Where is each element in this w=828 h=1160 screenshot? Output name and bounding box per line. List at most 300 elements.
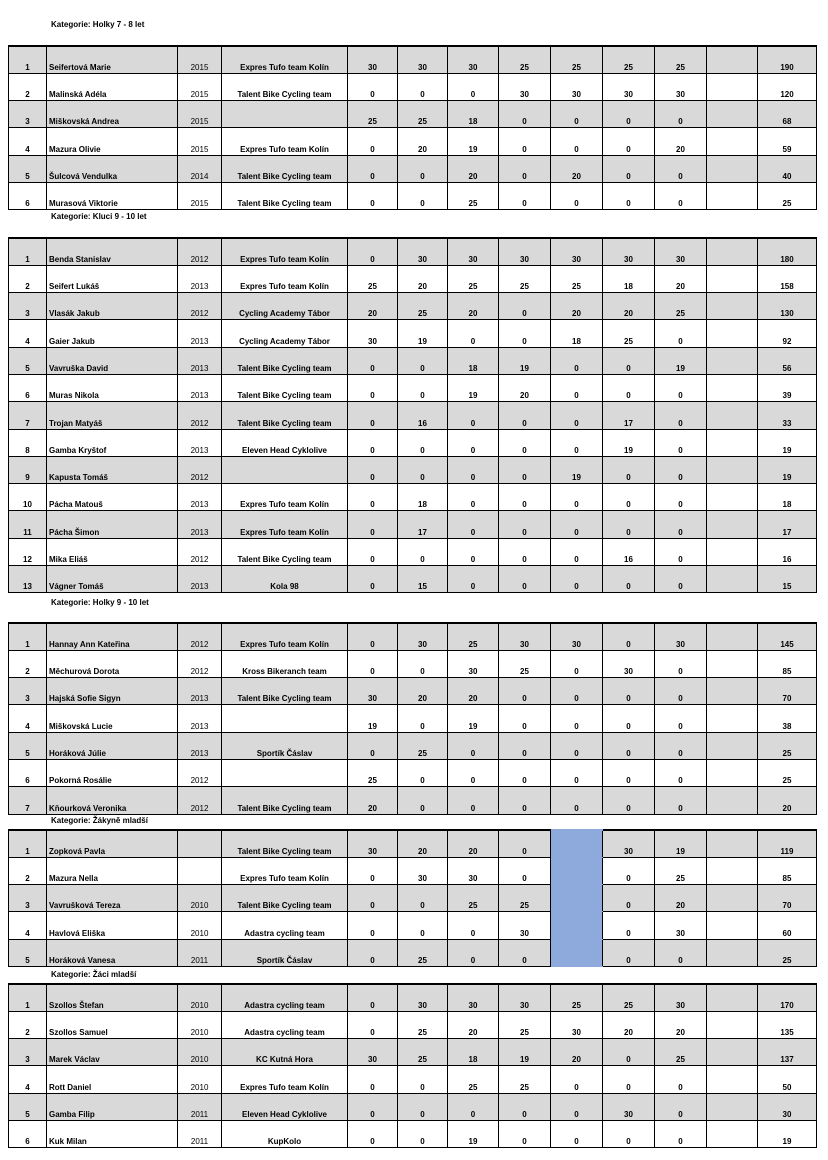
score-cell: 0	[603, 912, 655, 939]
score-cell: 30	[551, 623, 603, 650]
year-cell: 2014	[178, 155, 222, 182]
score-cell: 0	[348, 1120, 398, 1147]
score-cell: 0	[603, 857, 655, 884]
table-row	[9, 1120, 817, 1147]
score-cell	[707, 787, 758, 814]
score-cell: 0	[398, 912, 448, 939]
score-cell: 0	[448, 456, 499, 483]
score-cell: 19	[398, 320, 448, 347]
score-cell: 0	[655, 429, 707, 456]
table-row	[9, 456, 817, 483]
year-cell: 2013	[178, 732, 222, 759]
rank-cell: 13	[9, 566, 47, 593]
rank-cell: 10	[9, 484, 47, 511]
team-cell: Adastra cycling team	[222, 912, 348, 939]
team-cell: Expres Tufo team Kolín	[222, 511, 348, 538]
team-cell: Cycling Academy Tábor	[222, 293, 348, 320]
team-cell	[222, 456, 348, 483]
score-cell: 0	[448, 484, 499, 511]
name-cell: Havlová Eliška	[47, 912, 178, 939]
score-cell	[551, 939, 603, 966]
score-cell: 0	[499, 678, 551, 705]
table-row	[9, 705, 817, 732]
total-cell: 70	[758, 885, 817, 912]
score-cell: 20	[655, 128, 707, 155]
score-cell	[707, 566, 758, 593]
score-cell	[551, 885, 603, 912]
name-cell: Hajská Sofie Sigyn	[47, 678, 178, 705]
score-cell: 0	[499, 293, 551, 320]
score-cell: 0	[551, 705, 603, 732]
team-cell: Expres Tufo team Kolín	[222, 1066, 348, 1093]
name-cell: Malinská Adéla	[47, 73, 178, 100]
name-cell: Trojan Matyáš	[47, 402, 178, 429]
score-cell: 0	[398, 456, 448, 483]
score-cell: 20	[655, 265, 707, 292]
score-cell: 25	[448, 885, 499, 912]
score-cell: 0	[499, 566, 551, 593]
score-cell: 0	[551, 1120, 603, 1147]
team-cell: Kola 98	[222, 566, 348, 593]
total-cell: 30	[758, 1093, 817, 1120]
score-cell	[707, 1120, 758, 1147]
score-cell	[707, 293, 758, 320]
table-row	[9, 320, 817, 347]
rank-cell: 2	[9, 650, 47, 677]
score-cell: 0	[348, 1066, 398, 1093]
score-cell: 30	[551, 238, 603, 265]
table-row	[9, 623, 817, 650]
score-cell: 0	[398, 73, 448, 100]
score-cell: 0	[551, 732, 603, 759]
name-cell: Šulcová Vendulka	[47, 155, 178, 182]
score-cell: 25	[603, 320, 655, 347]
score-cell: 0	[398, 705, 448, 732]
team-cell: Eleven Head Cyklolive	[222, 1093, 348, 1120]
table-row	[9, 984, 817, 1011]
score-cell	[707, 456, 758, 483]
table-row	[9, 885, 817, 912]
score-cell: 0	[551, 429, 603, 456]
total-cell: 130	[758, 293, 817, 320]
rank-cell: 1	[9, 984, 47, 1011]
total-cell: 19	[758, 456, 817, 483]
table-row	[9, 1011, 817, 1038]
score-cell: 30	[603, 1093, 655, 1120]
score-cell: 20	[448, 293, 499, 320]
name-cell: Benda Stanislav	[47, 238, 178, 265]
rank-cell: 5	[9, 939, 47, 966]
rank-cell: 12	[9, 538, 47, 565]
score-cell: 0	[448, 939, 499, 966]
name-cell: Kňourková Veronika	[47, 787, 178, 814]
score-cell	[707, 182, 758, 209]
score-cell	[707, 1039, 758, 1066]
rank-cell: 4	[9, 320, 47, 347]
score-cell: 25	[551, 984, 603, 1011]
score-cell: 30	[448, 46, 499, 73]
score-cell: 0	[551, 484, 603, 511]
category-title: Kategorie: Kluci 9 - 10 let	[51, 212, 147, 221]
team-cell: Talent Bike Cycling team	[222, 182, 348, 209]
rank-cell: 1	[9, 238, 47, 265]
score-cell: 0	[655, 705, 707, 732]
score-cell: 0	[448, 566, 499, 593]
score-cell: 0	[603, 623, 655, 650]
name-cell: Miškovská Lucie	[47, 705, 178, 732]
year-cell: 2011	[178, 1093, 222, 1120]
name-cell: Mika Eliáš	[47, 538, 178, 565]
score-cell: 19	[448, 374, 499, 401]
score-cell: 30	[398, 238, 448, 265]
score-cell: 30	[348, 1039, 398, 1066]
name-cell: Gaier Jakub	[47, 320, 178, 347]
score-cell: 18	[603, 265, 655, 292]
score-cell: 0	[551, 347, 603, 374]
score-cell: 0	[348, 939, 398, 966]
table-row	[9, 912, 817, 939]
score-cell: 0	[499, 128, 551, 155]
score-cell: 25	[448, 623, 499, 650]
name-cell: Pácha Šimon	[47, 511, 178, 538]
score-cell: 0	[551, 538, 603, 565]
year-cell: 2013	[178, 374, 222, 401]
score-cell: 0	[551, 402, 603, 429]
score-cell: 30	[398, 623, 448, 650]
score-cell: 0	[603, 787, 655, 814]
score-cell	[707, 73, 758, 100]
table-row	[9, 511, 817, 538]
category-title: Kategorie: Žákyně mladší	[51, 816, 148, 825]
table-row	[9, 678, 817, 705]
name-cell: Vágner Tomáš	[47, 566, 178, 593]
score-cell: 0	[348, 511, 398, 538]
rank-cell: 5	[9, 347, 47, 374]
team-cell: Cycling Academy Tábor	[222, 320, 348, 347]
score-cell: 30	[348, 320, 398, 347]
score-cell: 0	[655, 650, 707, 677]
table-row	[9, 1066, 817, 1093]
score-cell: 25	[499, 46, 551, 73]
table-row	[9, 238, 817, 265]
year-cell: 2013	[178, 484, 222, 511]
rank-cell: 5	[9, 732, 47, 759]
rank-cell: 2	[9, 1011, 47, 1038]
score-cell	[707, 857, 758, 884]
score-cell: 0	[499, 155, 551, 182]
name-cell: Pácha Matouš	[47, 484, 178, 511]
table-row	[9, 293, 817, 320]
score-cell: 18	[551, 320, 603, 347]
table-row	[9, 155, 817, 182]
table-row	[9, 265, 817, 292]
score-cell: 25	[499, 1011, 551, 1038]
score-cell: 19	[655, 347, 707, 374]
table-row	[9, 484, 817, 511]
score-cell: 0	[348, 456, 398, 483]
name-cell: Měchurová Dorota	[47, 650, 178, 677]
score-cell	[707, 885, 758, 912]
score-cell: 0	[348, 984, 398, 1011]
results-table	[8, 622, 817, 815]
score-cell: 25	[551, 46, 603, 73]
team-cell: Expres Tufo team Kolín	[222, 46, 348, 73]
score-cell: 0	[603, 128, 655, 155]
table-row	[9, 128, 817, 155]
score-cell: 0	[655, 511, 707, 538]
team-cell: Expres Tufo team Kolín	[222, 128, 348, 155]
score-cell: 19	[499, 1039, 551, 1066]
year-cell: 2013	[178, 265, 222, 292]
name-cell: Vavruška David	[47, 347, 178, 374]
score-cell	[707, 759, 758, 786]
rank-cell: 6	[9, 182, 47, 209]
table-row	[9, 46, 817, 73]
score-cell: 0	[551, 678, 603, 705]
score-cell	[551, 857, 603, 884]
team-cell: Sportík Čáslav	[222, 939, 348, 966]
score-cell: 0	[603, 182, 655, 209]
score-cell: 0	[603, 155, 655, 182]
team-cell	[222, 705, 348, 732]
score-cell: 0	[348, 623, 398, 650]
score-cell: 20	[398, 128, 448, 155]
score-cell: 30	[603, 650, 655, 677]
score-cell: 30	[499, 912, 551, 939]
results-table	[8, 45, 817, 210]
score-cell: 0	[348, 857, 398, 884]
total-cell: 85	[758, 650, 817, 677]
score-cell: 0	[398, 538, 448, 565]
table-row	[9, 566, 817, 593]
total-cell: 135	[758, 1011, 817, 1038]
score-cell: 0	[398, 182, 448, 209]
year-cell	[178, 857, 222, 884]
rank-cell: 5	[9, 155, 47, 182]
score-cell: 0	[499, 511, 551, 538]
score-cell: 16	[398, 402, 448, 429]
score-cell: 0	[499, 1093, 551, 1120]
name-cell: Horáková Júlie	[47, 732, 178, 759]
score-cell: 0	[551, 650, 603, 677]
score-cell: 19	[603, 429, 655, 456]
score-cell: 0	[348, 182, 398, 209]
results-table	[8, 983, 817, 1148]
rank-cell: 6	[9, 374, 47, 401]
score-cell: 30	[398, 984, 448, 1011]
score-cell: 0	[603, 1039, 655, 1066]
score-cell: 0	[398, 885, 448, 912]
table-row	[9, 939, 817, 966]
score-cell: 0	[348, 732, 398, 759]
score-cell: 18	[448, 1039, 499, 1066]
name-cell: Mazura Olivie	[47, 128, 178, 155]
team-cell: Talent Bike Cycling team	[222, 347, 348, 374]
name-cell: Szollos Samuel	[47, 1011, 178, 1038]
score-cell	[707, 1066, 758, 1093]
score-cell: 30	[448, 650, 499, 677]
score-cell: 0	[655, 939, 707, 966]
category-title: Kategorie: Žáci mladší	[51, 970, 137, 979]
score-cell: 0	[603, 705, 655, 732]
year-cell: 2015	[178, 182, 222, 209]
name-cell: Hannay Ann Kateřina	[47, 623, 178, 650]
total-cell: 145	[758, 623, 817, 650]
rank-cell: 9	[9, 456, 47, 483]
score-cell: 25	[398, 939, 448, 966]
score-cell	[707, 101, 758, 128]
score-cell: 0	[603, 1066, 655, 1093]
year-cell: 2011	[178, 939, 222, 966]
score-cell: 18	[398, 484, 448, 511]
table-row	[9, 759, 817, 786]
table-row	[9, 787, 817, 814]
total-cell: 25	[758, 939, 817, 966]
table-row	[9, 732, 817, 759]
team-cell: Expres Tufo team Kolín	[222, 265, 348, 292]
year-cell: 2012	[178, 623, 222, 650]
score-cell: 0	[448, 320, 499, 347]
score-cell: 30	[448, 857, 499, 884]
total-cell: 38	[758, 705, 817, 732]
score-cell	[707, 320, 758, 347]
year-cell: 2012	[178, 456, 222, 483]
score-cell: 20	[551, 1039, 603, 1066]
rank-cell: 6	[9, 759, 47, 786]
team-cell: Eleven Head Cyklolive	[222, 429, 348, 456]
rank-cell: 4	[9, 912, 47, 939]
score-cell: 0	[398, 1066, 448, 1093]
score-cell: 25	[499, 885, 551, 912]
year-cell: 2013	[178, 678, 222, 705]
score-cell: 0	[551, 101, 603, 128]
score-cell: 0	[448, 787, 499, 814]
name-cell: Rott Daniel	[47, 1066, 178, 1093]
year-cell: 2010	[178, 1066, 222, 1093]
score-cell: 30	[348, 46, 398, 73]
score-cell: 0	[348, 347, 398, 374]
score-cell: 25	[499, 1066, 551, 1093]
name-cell: Zopková Pavla	[47, 830, 178, 857]
score-cell: 0	[499, 484, 551, 511]
score-cell	[707, 484, 758, 511]
score-cell: 0	[499, 759, 551, 786]
score-cell: 30	[398, 857, 448, 884]
total-cell: 25	[758, 182, 817, 209]
year-cell: 2010	[178, 885, 222, 912]
score-cell: 25	[398, 293, 448, 320]
name-cell: Muras Nikola	[47, 374, 178, 401]
score-cell: 30	[551, 73, 603, 100]
score-cell: 0	[398, 759, 448, 786]
total-cell: 68	[758, 101, 817, 128]
team-cell	[222, 759, 348, 786]
score-cell: 25	[448, 265, 499, 292]
rank-cell: 1	[9, 623, 47, 650]
score-cell: 30	[603, 73, 655, 100]
score-cell: 0	[655, 402, 707, 429]
score-cell	[707, 402, 758, 429]
score-cell: 30	[655, 623, 707, 650]
score-cell: 19	[448, 128, 499, 155]
team-cell: Expres Tufo team Kolín	[222, 623, 348, 650]
score-cell: 19	[348, 705, 398, 732]
score-cell: 0	[499, 705, 551, 732]
name-cell: Pokorná Rosálie	[47, 759, 178, 786]
score-cell: 0	[499, 939, 551, 966]
rank-cell: 1	[9, 46, 47, 73]
score-cell: 0	[655, 1120, 707, 1147]
score-cell: 0	[448, 429, 499, 456]
year-cell: 2013	[178, 429, 222, 456]
score-cell: 20	[348, 787, 398, 814]
team-cell: Talent Bike Cycling team	[222, 538, 348, 565]
score-cell: 0	[603, 456, 655, 483]
score-cell: 0	[348, 374, 398, 401]
year-cell: 2013	[178, 320, 222, 347]
score-cell: 0	[398, 1120, 448, 1147]
score-cell: 0	[551, 374, 603, 401]
rank-cell: 2	[9, 857, 47, 884]
score-cell: 30	[603, 830, 655, 857]
name-cell: Kuk Milan	[47, 1120, 178, 1147]
total-cell: 59	[758, 128, 817, 155]
score-cell: 25	[603, 46, 655, 73]
score-cell: 0	[398, 155, 448, 182]
score-cell: 25	[551, 265, 603, 292]
score-cell: 0	[348, 429, 398, 456]
score-cell: 0	[348, 650, 398, 677]
score-cell: 25	[603, 984, 655, 1011]
score-cell: 30	[655, 73, 707, 100]
score-cell: 0	[655, 732, 707, 759]
total-cell: 25	[758, 759, 817, 786]
score-cell: 25	[398, 732, 448, 759]
total-cell: 33	[758, 402, 817, 429]
team-cell: Talent Bike Cycling team	[222, 787, 348, 814]
team-cell: Talent Bike Cycling team	[222, 73, 348, 100]
score-cell: 0	[603, 374, 655, 401]
score-cell: 0	[499, 429, 551, 456]
score-cell: 0	[348, 155, 398, 182]
score-cell: 0	[551, 759, 603, 786]
name-cell: Vavrušková Tereza	[47, 885, 178, 912]
table-row	[9, 73, 817, 100]
score-cell: 25	[655, 857, 707, 884]
score-cell	[707, 623, 758, 650]
score-cell: 0	[603, 678, 655, 705]
table-row	[9, 1093, 817, 1120]
name-cell: Murasová Viktorie	[47, 182, 178, 209]
table-row	[9, 182, 817, 209]
score-cell	[707, 912, 758, 939]
name-cell: Kapusta Tomáš	[47, 456, 178, 483]
score-cell: 0	[655, 1066, 707, 1093]
total-cell: 15	[758, 566, 817, 593]
score-cell: 0	[499, 402, 551, 429]
score-cell: 15	[398, 566, 448, 593]
score-cell: 0	[348, 238, 398, 265]
score-cell	[707, 538, 758, 565]
score-cell: 19	[448, 1120, 499, 1147]
score-cell	[551, 830, 603, 857]
rank-cell: 3	[9, 101, 47, 128]
score-cell: 0	[499, 732, 551, 759]
score-cell	[707, 1011, 758, 1038]
score-cell: 0	[499, 456, 551, 483]
score-cell: 0	[603, 885, 655, 912]
score-cell: 0	[499, 320, 551, 347]
